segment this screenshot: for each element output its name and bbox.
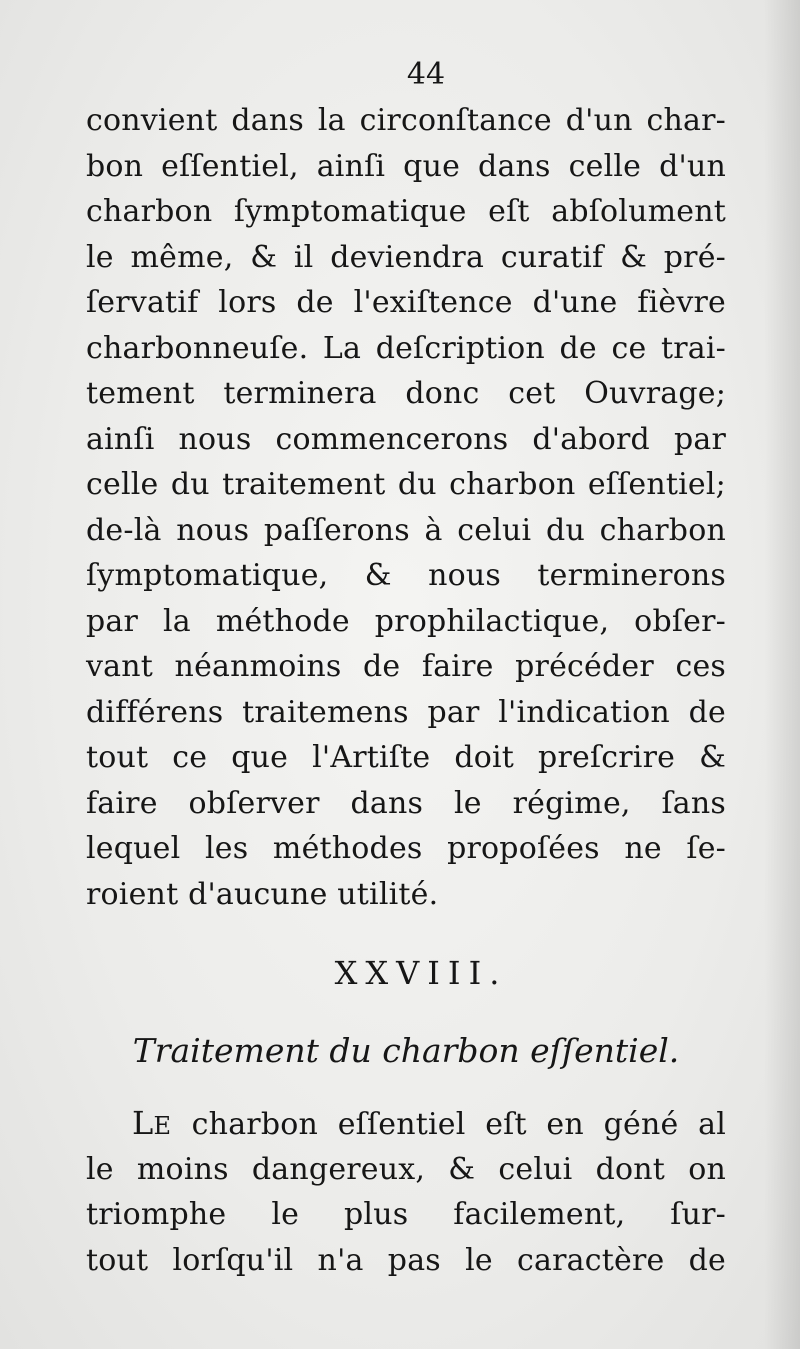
- text-line: roient d'aucune utilité.: [86, 876, 439, 912]
- page-edge-shadow: [764, 0, 800, 1349]
- text-line: celle du traitement du charbon eſſentiel;: [86, 467, 726, 502]
- first-line-rest: charbon eſſentiel eſt en géné al: [171, 1107, 726, 1142]
- paragraph-1: [86, 98, 726, 917]
- text-line: lequel les méthodes propoſées ne ſe-: [86, 831, 726, 866]
- section-title: Traitement du charbon eſſentiel.: [132, 1031, 680, 1070]
- paragraph-2: [86, 1101, 726, 1283]
- text-line: tout ce que l'Artiſte doit preſcrire &: [86, 740, 726, 775]
- text-line: le même, & il deviendra curatif & pré-: [86, 239, 726, 275]
- page-text: [86, 58, 726, 1283]
- text-line: ſymptomatique, & nous terminerons: [86, 558, 726, 593]
- text-line: vant néanmoins de faire précéder ces: [86, 649, 726, 684]
- text-line: le moins dangereux, & celui dont on: [86, 1151, 726, 1187]
- text-line: ſervatif lors de l'exiſtence d'une fièvre: [86, 285, 726, 320]
- text-line: différens traitemens par l'indication de: [86, 694, 726, 730]
- text-line: triomphe le plus facilement, ſur-: [86, 1197, 726, 1232]
- text-line: de-là nous paſſerons à celui du charbon: [86, 512, 726, 548]
- page-number: 44: [406, 57, 446, 92]
- text-line: faire obſerver dans le régime, ſans: [86, 785, 726, 821]
- section-number: XXVIII.: [334, 954, 508, 992]
- text-line: convient dans la circonſtance d'un char-: [86, 103, 726, 138]
- text-line: ainſi nous commencerons d'abord par: [86, 421, 726, 457]
- initial-smallcap: E: [153, 1112, 172, 1140]
- text-line: tement terminera donc cet Ouvrage;: [86, 376, 726, 411]
- text-line: bon eſſentiel, ainſi que dans celle d'un: [86, 148, 726, 184]
- text-line-first: [86, 1101, 726, 1147]
- text-line: tout lorſqu'il n'a pas le caractère de: [86, 1242, 726, 1278]
- text-line: charbonneuſe. La deſcription de ce trai-: [86, 330, 726, 366]
- initial-letter: L: [132, 1104, 154, 1142]
- text-line: charbon ſymptomatique eſt abſolument: [86, 194, 726, 229]
- text-line: par la méthode prophilactique, obſer-: [86, 603, 726, 639]
